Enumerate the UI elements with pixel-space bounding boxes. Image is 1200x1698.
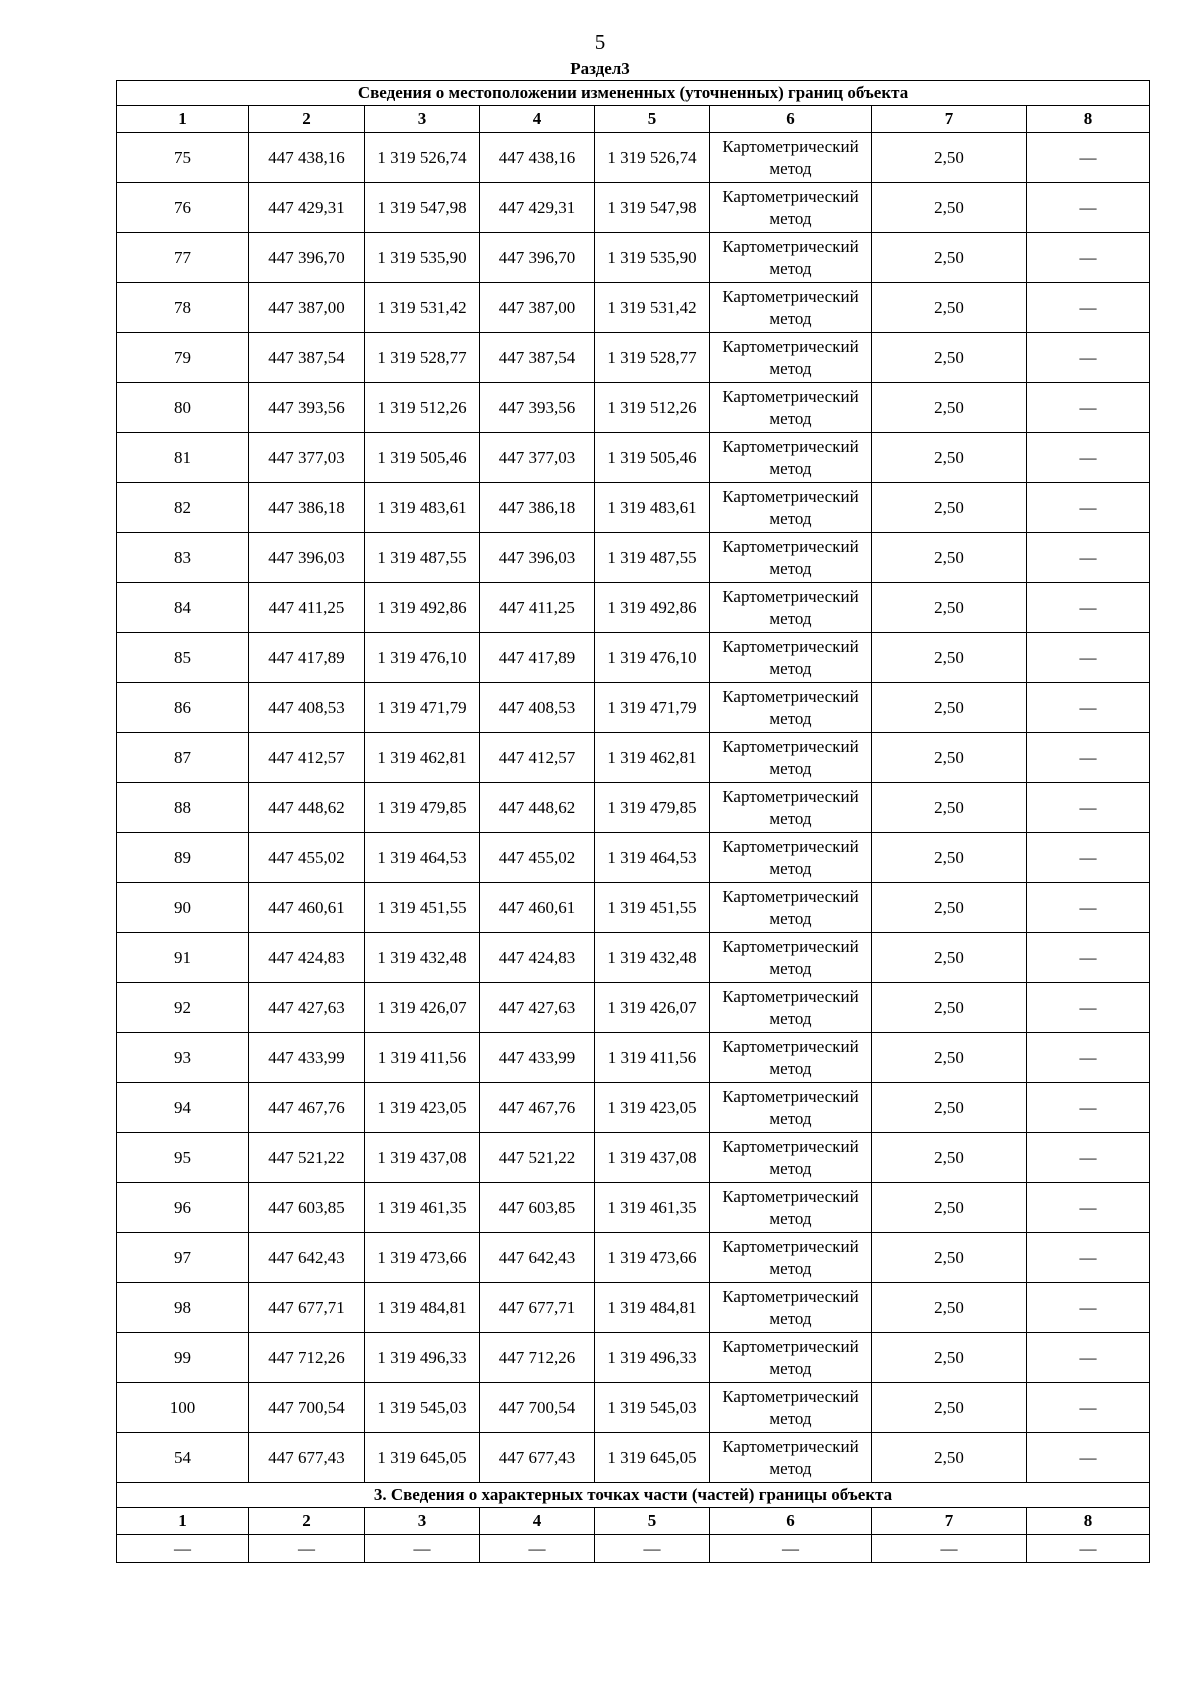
y-refined-cell: 1 319 531,42 <box>595 283 710 333</box>
column-header: 7 <box>872 106 1027 133</box>
empty-cell: — <box>480 1535 595 1563</box>
x-refined-cell: 447 393,56 <box>480 383 595 433</box>
y-refined-cell: 1 319 496,33 <box>595 1333 710 1383</box>
accuracy-cell: 2,50 <box>872 333 1027 383</box>
accuracy-cell: 2,50 <box>872 983 1027 1033</box>
point-number-cell: 100 <box>117 1383 249 1433</box>
x-existing-cell: 447 677,71 <box>249 1283 365 1333</box>
accuracy-cell: 2,50 <box>872 633 1027 683</box>
accuracy-cell: 2,50 <box>872 433 1027 483</box>
table-row <box>117 783 1150 833</box>
table-title: Сведения о местоположении измененных (уточненных) границ объекта <box>117 81 1150 106</box>
x-refined-cell: 447 417,89 <box>480 633 595 683</box>
table-title-row <box>117 81 1150 106</box>
column-header: 5 <box>595 106 710 133</box>
table-row <box>117 1535 1150 1563</box>
x-existing-cell: 447 387,00 <box>249 283 365 333</box>
point-description-cell: — <box>1027 483 1150 533</box>
x-refined-cell: 447 429,31 <box>480 183 595 233</box>
point-number-cell: 76 <box>117 183 249 233</box>
table-row <box>117 833 1150 883</box>
column-header: 2 <box>249 106 365 133</box>
determination-method-cell: Картометрический метод <box>710 1133 872 1183</box>
x-existing-cell: 447 467,76 <box>249 1083 365 1133</box>
x-refined-cell: 447 677,71 <box>480 1283 595 1333</box>
table-row <box>117 583 1150 633</box>
x-existing-cell: 447 393,56 <box>249 383 365 433</box>
x-refined-cell: 447 460,61 <box>480 883 595 933</box>
point-description-cell: — <box>1027 1333 1150 1383</box>
x-refined-cell: 447 438,16 <box>480 133 595 183</box>
point-number-cell: 78 <box>117 283 249 333</box>
x-existing-cell: 447 642,43 <box>249 1233 365 1283</box>
x-existing-cell: 447 424,83 <box>249 933 365 983</box>
y-refined-cell: 1 319 484,81 <box>595 1283 710 1333</box>
table-row <box>117 533 1150 583</box>
accuracy-cell: 2,50 <box>872 883 1027 933</box>
table-row <box>117 333 1150 383</box>
y-existing-cell: 1 319 487,55 <box>365 533 480 583</box>
determination-method-cell: Картометрический метод <box>710 1283 872 1333</box>
point-number-cell: 91 <box>117 933 249 983</box>
point-description-cell: — <box>1027 383 1150 433</box>
point-description-cell: — <box>1027 633 1150 683</box>
point-description-cell: — <box>1027 833 1150 883</box>
y-existing-cell: 1 319 535,90 <box>365 233 480 283</box>
x-existing-cell: 447 700,54 <box>249 1383 365 1433</box>
determination-method-cell: Картометрический метод <box>710 283 872 333</box>
y-existing-cell: 1 319 512,26 <box>365 383 480 433</box>
y-existing-cell: 1 319 479,85 <box>365 783 480 833</box>
x-existing-cell: 447 677,43 <box>249 1433 365 1483</box>
y-existing-cell: 1 319 492,86 <box>365 583 480 633</box>
point-number-cell: 79 <box>117 333 249 383</box>
point-number-cell: 99 <box>117 1333 249 1383</box>
x-refined-cell: 447 408,53 <box>480 683 595 733</box>
determination-method-cell: Картометрический метод <box>710 783 872 833</box>
point-number-cell: 92 <box>117 983 249 1033</box>
y-existing-cell: 1 319 451,55 <box>365 883 480 933</box>
y-refined-cell: 1 319 411,56 <box>595 1033 710 1083</box>
point-number-cell: 82 <box>117 483 249 533</box>
x-existing-cell: 447 396,03 <box>249 533 365 583</box>
determination-method-cell: Картометрический метод <box>710 183 872 233</box>
x-refined-cell: 447 433,99 <box>480 1033 595 1083</box>
point-number-cell: 89 <box>117 833 249 883</box>
y-existing-cell: 1 319 496,33 <box>365 1333 480 1383</box>
y-refined-cell: 1 319 512,26 <box>595 383 710 433</box>
y-existing-cell: 1 319 531,42 <box>365 283 480 333</box>
x-existing-cell: 447 603,85 <box>249 1183 365 1233</box>
table-row <box>117 483 1150 533</box>
accuracy-cell: 2,50 <box>872 1183 1027 1233</box>
accuracy-cell: 2,50 <box>872 583 1027 633</box>
y-refined-cell: 1 319 492,86 <box>595 583 710 633</box>
determination-method-cell: Картометрический метод <box>710 733 872 783</box>
x-refined-cell: 447 642,43 <box>480 1233 595 1283</box>
determination-method-cell: Картометрический метод <box>710 633 872 683</box>
x-existing-cell: 447 387,54 <box>249 333 365 383</box>
table-row <box>117 1283 1150 1333</box>
point-description-cell: — <box>1027 133 1150 183</box>
column-header: 4 <box>480 1508 595 1535</box>
table-row <box>117 1183 1150 1233</box>
table-row <box>117 1433 1150 1483</box>
determination-method-cell: Картометрический метод <box>710 483 872 533</box>
y-refined-cell: 1 319 547,98 <box>595 183 710 233</box>
determination-method-cell: Картометрический метод <box>710 683 872 733</box>
column-header: 6 <box>710 106 872 133</box>
point-description-cell: — <box>1027 683 1150 733</box>
accuracy-cell: 2,50 <box>872 183 1027 233</box>
accuracy-cell: 2,50 <box>872 1083 1027 1133</box>
y-existing-cell: 1 319 476,10 <box>365 633 480 683</box>
x-existing-cell: 447 412,57 <box>249 733 365 783</box>
y-refined-cell: 1 319 487,55 <box>595 533 710 583</box>
table-row <box>117 733 1150 783</box>
table-row <box>117 1233 1150 1283</box>
table-row <box>117 383 1150 433</box>
point-number-cell: 88 <box>117 783 249 833</box>
y-refined-cell: 1 319 545,03 <box>595 1383 710 1433</box>
point-number-cell: 83 <box>117 533 249 583</box>
point-number-cell: 75 <box>117 133 249 183</box>
column-header: 1 <box>117 1508 249 1535</box>
point-number-cell: 97 <box>117 1233 249 1283</box>
y-refined-cell: 1 319 645,05 <box>595 1433 710 1483</box>
determination-method-cell: Картометрический метод <box>710 1433 872 1483</box>
point-number-cell: 81 <box>117 433 249 483</box>
y-refined-cell: 1 319 483,61 <box>595 483 710 533</box>
x-existing-cell: 447 408,53 <box>249 683 365 733</box>
determination-method-cell: Картометрический метод <box>710 533 872 583</box>
x-existing-cell: 447 460,61 <box>249 883 365 933</box>
determination-method-cell: Картометрический метод <box>710 1233 872 1283</box>
accuracy-cell: 2,50 <box>872 933 1027 983</box>
y-refined-cell: 1 319 451,55 <box>595 883 710 933</box>
empty-cell: — <box>365 1535 480 1563</box>
y-refined-cell: 1 319 528,77 <box>595 333 710 383</box>
determination-method-cell: Картометрический метод <box>710 1333 872 1383</box>
y-refined-cell: 1 319 464,53 <box>595 833 710 883</box>
y-existing-cell: 1 319 471,79 <box>365 683 480 733</box>
point-description-cell: — <box>1027 1033 1150 1083</box>
x-refined-cell: 447 387,54 <box>480 333 595 383</box>
point-description-cell: — <box>1027 1233 1150 1283</box>
column-header: 8 <box>1027 106 1150 133</box>
x-refined-cell: 447 700,54 <box>480 1383 595 1433</box>
point-number-cell: 85 <box>117 633 249 683</box>
table-row <box>117 1083 1150 1133</box>
y-existing-cell: 1 319 464,53 <box>365 833 480 883</box>
table-row <box>117 133 1150 183</box>
point-number-cell: 96 <box>117 1183 249 1233</box>
table-row <box>117 883 1150 933</box>
point-number-cell: 84 <box>117 583 249 633</box>
determination-method-cell: Картометрический метод <box>710 983 872 1033</box>
point-description-cell: — <box>1027 433 1150 483</box>
point-description-cell: — <box>1027 333 1150 383</box>
x-refined-cell: 447 712,26 <box>480 1333 595 1383</box>
point-number-cell: 93 <box>117 1033 249 1083</box>
determination-method-cell: Картометрический метод <box>710 1183 872 1233</box>
x-refined-cell: 447 387,00 <box>480 283 595 333</box>
empty-cell: — <box>595 1535 710 1563</box>
y-existing-cell: 1 319 545,03 <box>365 1383 480 1433</box>
point-description-cell: — <box>1027 533 1150 583</box>
y-existing-cell: 1 319 432,48 <box>365 933 480 983</box>
table-row <box>117 1333 1150 1383</box>
x-refined-cell: 447 677,43 <box>480 1433 595 1483</box>
table-row <box>117 283 1150 333</box>
column-header: 1 <box>117 106 249 133</box>
column-header: 3 <box>365 1508 480 1535</box>
accuracy-cell: 2,50 <box>872 1433 1027 1483</box>
accuracy-cell: 2,50 <box>872 1333 1027 1383</box>
parts-table-title-row <box>117 1483 1150 1508</box>
empty-cell: — <box>249 1535 365 1563</box>
x-refined-cell: 447 424,83 <box>480 933 595 983</box>
x-existing-cell: 447 712,26 <box>249 1333 365 1383</box>
column-header: 4 <box>480 106 595 133</box>
y-refined-cell: 1 319 471,79 <box>595 683 710 733</box>
y-refined-cell: 1 319 473,66 <box>595 1233 710 1283</box>
y-refined-cell: 1 319 505,46 <box>595 433 710 483</box>
y-existing-cell: 1 319 528,77 <box>365 333 480 383</box>
y-existing-cell: 1 319 461,35 <box>365 1183 480 1233</box>
x-existing-cell: 447 521,22 <box>249 1133 365 1183</box>
accuracy-cell: 2,50 <box>872 683 1027 733</box>
table-row <box>117 683 1150 733</box>
point-description-cell: — <box>1027 1383 1150 1433</box>
point-description-cell: — <box>1027 1083 1150 1133</box>
point-number-cell: 86 <box>117 683 249 733</box>
x-refined-cell: 447 455,02 <box>480 833 595 883</box>
point-description-cell: — <box>1027 983 1150 1033</box>
x-refined-cell: 447 427,63 <box>480 983 595 1033</box>
y-refined-cell: 1 319 461,35 <box>595 1183 710 1233</box>
point-description-cell: — <box>1027 183 1150 233</box>
table-row <box>117 1033 1150 1083</box>
table-row <box>117 183 1150 233</box>
table-row <box>117 933 1150 983</box>
y-refined-cell: 1 319 479,85 <box>595 783 710 833</box>
column-header: 2 <box>249 1508 365 1535</box>
point-number-cell: 90 <box>117 883 249 933</box>
y-existing-cell: 1 319 526,74 <box>365 133 480 183</box>
column-header: 6 <box>710 1508 872 1535</box>
x-refined-cell: 447 467,76 <box>480 1083 595 1133</box>
accuracy-cell: 2,50 <box>872 1233 1027 1283</box>
x-existing-cell: 447 455,02 <box>249 833 365 883</box>
accuracy-cell: 2,50 <box>872 783 1027 833</box>
point-number-cell: 95 <box>117 1133 249 1183</box>
determination-method-cell: Картометрический метод <box>710 433 872 483</box>
determination-method-cell: Картометрический метод <box>710 133 872 183</box>
table-row <box>117 633 1150 683</box>
table-header-row <box>117 106 1150 133</box>
point-number-cell: 77 <box>117 233 249 283</box>
determination-method-cell: Картометрический метод <box>710 1383 872 1433</box>
point-number-cell: 98 <box>117 1283 249 1333</box>
point-description-cell: — <box>1027 733 1150 783</box>
x-refined-cell: 447 411,25 <box>480 583 595 633</box>
column-header: 7 <box>872 1508 1027 1535</box>
y-refined-cell: 1 319 423,05 <box>595 1083 710 1133</box>
x-refined-cell: 447 603,85 <box>480 1183 595 1233</box>
accuracy-cell: 2,50 <box>872 1133 1027 1183</box>
point-description-cell: — <box>1027 233 1150 283</box>
point-number-cell: 54 <box>117 1433 249 1483</box>
page-number: 5 <box>594 30 606 54</box>
boundary-coordinates-table <box>116 80 1150 1563</box>
accuracy-cell: 2,50 <box>872 833 1027 883</box>
x-refined-cell: 447 396,03 <box>480 533 595 583</box>
accuracy-cell: 2,50 <box>872 483 1027 533</box>
y-refined-cell: 1 319 437,08 <box>595 1133 710 1183</box>
point-description-cell: — <box>1027 583 1150 633</box>
table-row <box>117 983 1150 1033</box>
column-header: 5 <box>595 1508 710 1535</box>
y-refined-cell: 1 319 426,07 <box>595 983 710 1033</box>
table-row <box>117 233 1150 283</box>
y-refined-cell: 1 319 535,90 <box>595 233 710 283</box>
y-refined-cell: 1 319 476,10 <box>595 633 710 683</box>
y-existing-cell: 1 319 547,98 <box>365 183 480 233</box>
column-header: 3 <box>365 106 480 133</box>
y-existing-cell: 1 319 505,46 <box>365 433 480 483</box>
y-existing-cell: 1 319 483,61 <box>365 483 480 533</box>
x-refined-cell: 447 448,62 <box>480 783 595 833</box>
accuracy-cell: 2,50 <box>872 283 1027 333</box>
determination-method-cell: Картометрический метод <box>710 383 872 433</box>
determination-method-cell: Картометрический метод <box>710 1083 872 1133</box>
y-existing-cell: 1 319 645,05 <box>365 1433 480 1483</box>
empty-cell: — <box>872 1535 1027 1563</box>
x-refined-cell: 447 521,22 <box>480 1133 595 1183</box>
y-existing-cell: 1 319 426,07 <box>365 983 480 1033</box>
x-existing-cell: 447 386,18 <box>249 483 365 533</box>
y-refined-cell: 1 319 432,48 <box>595 933 710 983</box>
determination-method-cell: Картометрический метод <box>710 883 872 933</box>
table-row <box>117 1383 1150 1433</box>
determination-method-cell: Картометрический метод <box>710 933 872 983</box>
accuracy-cell: 2,50 <box>872 533 1027 583</box>
x-existing-cell: 447 377,03 <box>249 433 365 483</box>
x-existing-cell: 447 438,16 <box>249 133 365 183</box>
x-existing-cell: 447 411,25 <box>249 583 365 633</box>
accuracy-cell: 2,50 <box>872 1283 1027 1333</box>
determination-method-cell: Картометрический метод <box>710 583 872 633</box>
x-refined-cell: 447 386,18 <box>480 483 595 533</box>
point-number-cell: 80 <box>117 383 249 433</box>
point-description-cell: — <box>1027 883 1150 933</box>
x-existing-cell: 447 448,62 <box>249 783 365 833</box>
y-refined-cell: 1 319 526,74 <box>595 133 710 183</box>
section-heading: Раздел3 <box>570 59 630 78</box>
determination-method-cell: Картометрический метод <box>710 333 872 383</box>
x-refined-cell: 447 396,70 <box>480 233 595 283</box>
empty-cell: — <box>117 1535 249 1563</box>
point-number-cell: 87 <box>117 733 249 783</box>
y-existing-cell: 1 319 423,05 <box>365 1083 480 1133</box>
table-row <box>117 433 1150 483</box>
x-existing-cell: 447 427,63 <box>249 983 365 1033</box>
point-description-cell: — <box>1027 783 1150 833</box>
x-existing-cell: 447 429,31 <box>249 183 365 233</box>
y-existing-cell: 1 319 484,81 <box>365 1283 480 1333</box>
accuracy-cell: 2,50 <box>872 733 1027 783</box>
accuracy-cell: 2,50 <box>872 1033 1027 1083</box>
empty-cell: — <box>710 1535 872 1563</box>
y-existing-cell: 1 319 411,56 <box>365 1033 480 1083</box>
y-existing-cell: 1 319 462,81 <box>365 733 480 783</box>
x-existing-cell: 447 433,99 <box>249 1033 365 1083</box>
y-existing-cell: 1 319 473,66 <box>365 1233 480 1283</box>
table-body <box>117 81 1150 1563</box>
x-refined-cell: 447 377,03 <box>480 433 595 483</box>
y-refined-cell: 1 319 462,81 <box>595 733 710 783</box>
determination-method-cell: Картометрический метод <box>710 833 872 883</box>
point-description-cell: — <box>1027 1133 1150 1183</box>
accuracy-cell: 2,50 <box>872 233 1027 283</box>
parts-table-header-row <box>117 1508 1150 1535</box>
accuracy-cell: 2,50 <box>872 383 1027 433</box>
point-description-cell: — <box>1027 933 1150 983</box>
x-existing-cell: 447 417,89 <box>249 633 365 683</box>
empty-cell: — <box>1027 1535 1150 1563</box>
column-header: 8 <box>1027 1508 1150 1535</box>
point-number-cell: 94 <box>117 1083 249 1133</box>
accuracy-cell: 2,50 <box>872 133 1027 183</box>
point-description-cell: — <box>1027 283 1150 333</box>
point-description-cell: — <box>1027 1283 1150 1333</box>
table-row <box>117 1133 1150 1183</box>
parts-table-title: 3. Сведения о характерных точках части (частей) границы объекта <box>117 1483 1150 1508</box>
y-existing-cell: 1 319 437,08 <box>365 1133 480 1183</box>
point-description-cell: — <box>1027 1433 1150 1483</box>
x-existing-cell: 447 396,70 <box>249 233 365 283</box>
determination-method-cell: Картометрический метод <box>710 1033 872 1083</box>
determination-method-cell: Картометрический метод <box>710 233 872 283</box>
accuracy-cell: 2,50 <box>872 1383 1027 1433</box>
point-description-cell: — <box>1027 1183 1150 1233</box>
x-refined-cell: 447 412,57 <box>480 733 595 783</box>
